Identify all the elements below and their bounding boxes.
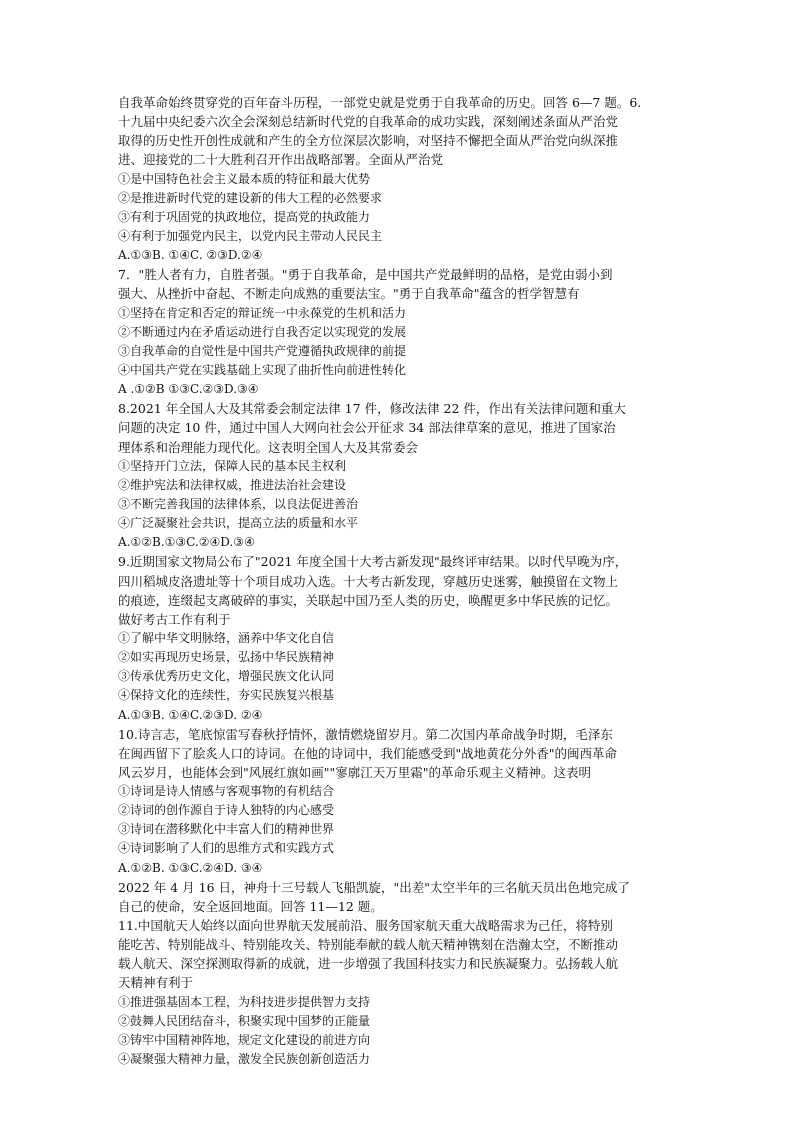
text-line: 2022 年 4 月 16 日，神舟十三号载人飞船凯旋，"出差"太空半年的三名航天员出色地完成了: [118, 879, 631, 895]
option-line: ①诗词是诗人情感与客观事物的有机结合: [118, 784, 335, 799]
option-line: ④广泛凝聚社会共识，提高立法的质量和水平: [118, 516, 359, 531]
text-line: 在闽西留下了脍炙人口的诗词。在他的诗词中，我们能感受到"战地黄花分外香"的闽西革命: [118, 745, 618, 761]
option-line: ①坚持在肯定和否定的辩证统一中永葆党的生机和活力: [118, 305, 407, 320]
option-line: ④中国共产党在实践基础上实现了曲折性向前进性转化: [118, 362, 407, 377]
option-line: ③传承优秀历史文化，增强民族文化认同: [118, 669, 335, 684]
text-line: 7．"胜人者有力，自胜者强。"勇于自我革命，是中国共产党最鲜明的品格，是党由弱小到: [118, 267, 613, 283]
option-line: ②是推进新时代党的建设新的伟大工程的必然要求: [118, 190, 383, 205]
option-line: ③自我革命的自觉性是中国共产党遵循执政规律的前提: [118, 343, 407, 358]
text-line: 载人航天、深空探测取得新的成就，进一步增强了我国科技实力和民族凝聚力。弘扬载人航: [118, 956, 619, 972]
option-line: A.①②B.①③C.②④D.③④: [118, 535, 255, 550]
option-line: ④有利于加强党内民主，以党内民主带动人民民主: [118, 228, 383, 243]
option-line: ④诗词影响了人们的思维方式和实践方式: [118, 841, 335, 856]
text-line: 做好考古工作有利于: [118, 611, 231, 627]
option-line: ②维护宪法和法律权威，推进法治社会建设: [118, 477, 347, 492]
text-line: 强大、从挫折中奋起、不断走向成熟的重要法宝。"勇于自我革命"蕴含的哲学智慧有: [118, 286, 580, 302]
text-line: 进、迎接党的二十大胜利召开作出战略部署。全面从严治党: [118, 152, 444, 168]
option-line: ③不断完善我国的法律体系，以良法促进善治: [118, 496, 359, 511]
option-line: ③诗词在潜移默化中丰富人们的精神世界: [118, 822, 335, 837]
text-line: 取得的历史性开创性成就和产生的全方位深层次影响，对坚持不懈把全面从严治党向纵深推: [118, 133, 619, 149]
option-line: ②鼓舞人民团结奋斗，积聚实现中国梦的正能量: [118, 1013, 371, 1028]
text-line: 的痕迹，连缀起支离破碎的事实，关联起中国乃至人类的历史，唤醒更多中华民族的记忆。: [118, 592, 619, 608]
text-line: 十九届中央纪委六次全会深刻总结新时代党的自我革命的成功实践，深刻阐述条面从严治党: [118, 114, 619, 130]
option-line: ④保持文化的连续性，夯实民族复兴根基: [118, 688, 335, 703]
text-line: 8.2021 年全国人大及其常委会制定法律 17 件，修改法律 22 件，作出有关法律问题和重大: [118, 401, 626, 417]
option-line: ②如实再现历史场景，弘扬中华民族精神: [118, 650, 335, 665]
option-line: A .①②B ①③C.②③D.③④: [118, 382, 259, 397]
option-line: A.①③B. ①④C. ②③D.②④: [118, 248, 263, 263]
text-line: 能吃苦、特别能战斗、特别能攻关、特别能奉献的载人航天精神镌刻在浩瀚太空，不断推动: [118, 937, 619, 953]
document-page: [118, 93, 678, 1069]
text-line: 理体系和治理能力现代化。这表明全国人大及其常委会: [118, 439, 419, 455]
option-line: ①了解中华文明脉络，涵养中华文化自信: [118, 630, 335, 645]
option-line: ②诗词的创作源自于诗人独特的内心感受: [118, 803, 335, 818]
text-line: 风云岁月，也能体会到"风展红旗如画""寥廓江天万里霜"的革命乐观主义精神。这表明: [118, 764, 591, 780]
option-line: ①是中国特色社会主义最本质的特征和最大优势: [118, 171, 371, 186]
text-line: 9.近期国家文物局公布了"2021 年度全国十大考古新发现"最终评审结果。以时代早晚为序，: [118, 554, 628, 570]
text-line: 自我革命始终贯穿党的百年奋斗历程，一部党史就是党勇于自我革命的历史。回答 6—7 题。6.: [118, 95, 642, 110]
option-line: ③有利于巩固党的执政地位，提高党的执政能力: [118, 209, 371, 224]
text-line: 10.诗言志，笔底惊雷写春秋抒情怀，激情燃烧留岁月。第二次国内革命战争时期，毛泽东: [118, 726, 613, 742]
option-line: ①推进强基固本工程，为科技进步提供智力支持: [118, 994, 371, 1009]
option-line: ②不断通过内在矛盾运动进行自我否定以实现党的发展: [118, 324, 407, 339]
text-line: 四川稻城皮洛遗址等十个项目成功入选。十大考古新发现，穿越历史迷雾，触摸留在文物上: [118, 573, 619, 589]
text-line: 11.中国航天人始终以面向世界航天发展前沿、服务国家航天重大战略需求为己任，将特别: [118, 918, 613, 934]
text-line: 问题的决定 10 件，通过中国人大网向社会公开征求 34 部法律草案的意见，推进了国家治: [118, 420, 616, 436]
text-line: 自己的使命，安全返回地面。回答 11—12 题。: [118, 898, 383, 914]
option-line: ①坚持开门立法，保障人民的基本民主权利: [118, 458, 347, 473]
text-line: 天精神有利于: [118, 975, 194, 991]
option-line: A.①③B. ①④C.②③D. ②④: [118, 707, 263, 722]
option-line: ④凝聚强大精神力量，激发全民族创新创造活力: [118, 1052, 371, 1067]
option-line: A.①②B. ①③C.②④D. ③④: [118, 860, 263, 875]
option-line: ③铸牢中国精神阵地，规定文化建设的前进方向: [118, 1032, 371, 1047]
